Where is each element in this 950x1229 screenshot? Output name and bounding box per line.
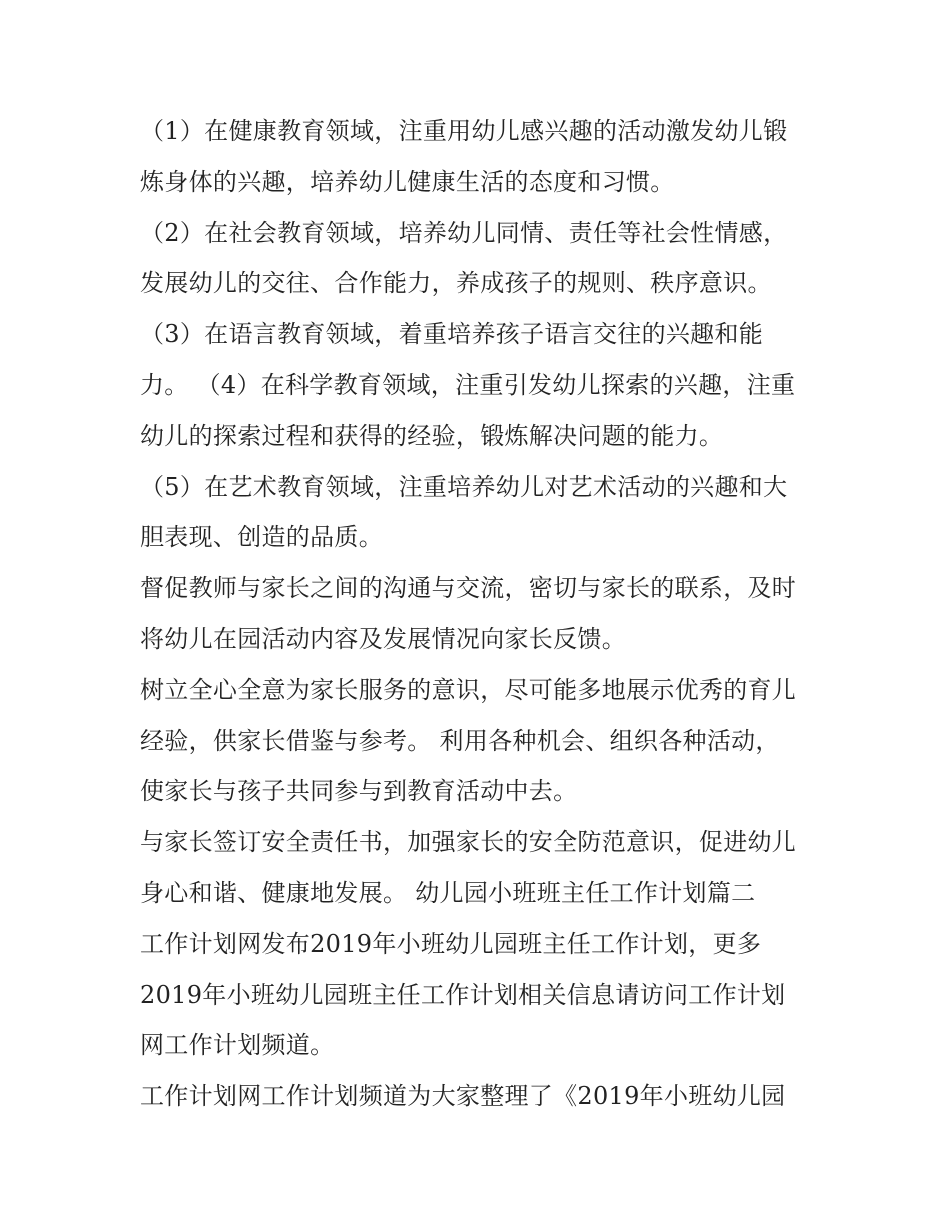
text-line: 发展幼儿的交往、合作能力，养成孩子的规则、秩序意识。 — [140, 269, 772, 298]
text-line: 胆表现、创造的品质。 — [140, 523, 383, 552]
text-line: 网工作计划频道。 — [140, 1031, 335, 1060]
text-line: 幼儿的探索过程和获得的经验，锻炼解决问题的能力。 — [140, 421, 724, 450]
text-line: 炼身体的兴趣，培养幼儿健康生活的态度和习惯。 — [140, 167, 675, 196]
text-line: 督促教师与家长之间的沟通与交流，密切与家长的联系，及时 — [140, 574, 797, 603]
body-text — [140, 106, 830, 1122]
text-line: 将幼儿在园活动内容及发展情况向家长反馈。 — [140, 624, 626, 653]
text-line: 工作计划网发布2019年小班幼儿园班主任工作计划，更多 — [140, 929, 762, 958]
text-line: 树立全心全意为家长服务的意识，尽可能多地展示优秀的育儿 — [140, 675, 797, 704]
text-line: （2）在社会教育领域，培养幼儿同情、责任等社会性情感， — [140, 218, 788, 247]
text-line: 力。 （4）在科学教育领域，注重引发幼儿探索的兴趣，注重 — [140, 370, 796, 399]
text-line: 工作计划网工作计划频道为大家整理了《2019年小班幼儿园 — [140, 1082, 786, 1111]
text-line: 身心和谐、健康地发展。 幼儿园小班班主任工作计划篇二 — [140, 878, 756, 907]
text-line: （3）在语言教育领域，着重培养孩子语言交往的兴趣和能 — [140, 320, 764, 349]
text-line: 经验，供家长借鉴与参考。 利用各种机会、组织各种活动， — [140, 726, 780, 755]
text-line: （1）在健康教育领域，注重用幼儿感兴趣的活动激发幼儿锻 — [140, 117, 788, 145]
text-line: 使家长与孩子共同参与到教育活动中去。 — [140, 777, 578, 806]
text-line: 2019年小班幼儿园班主任工作计划相关信息请访问工作计划 — [140, 980, 786, 1009]
text-line: 与家长签订安全责任书，加强家长的安全防范意识，促进幼儿 — [140, 828, 797, 857]
text-line: （5）在艺术教育领域，注重培养幼儿对艺术活动的兴趣和大 — [140, 472, 788, 501]
